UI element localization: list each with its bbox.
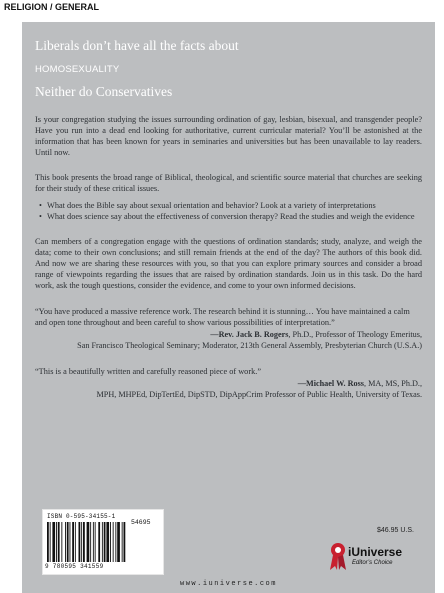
barcode-bar xyxy=(81,522,82,562)
invitation-paragraph: Can members of a congregation engage with the questions of ordination standards; study, analyze, and weigh the data; come to their own conclusions; and still remain friends at the end of the day? The authors of this book did. And now we are sharing these resources with you, so that you can explore primary sources and consider a broad range of viewpoints regarding the issues that are raised by ordination standards. Join us in this task. Do the hard work, ask the tough questions, consider the evidence, and come to your own informed decisions. xyxy=(35,237,422,290)
barcode-bar xyxy=(50,522,51,562)
barcode-bar xyxy=(47,522,49,562)
barcode-bar xyxy=(87,522,90,562)
barcode-bar xyxy=(72,522,74,562)
ribbon-icon xyxy=(328,541,348,571)
barcode-bar xyxy=(122,522,123,562)
endorser-name: —Rev. Jack B. Rogers xyxy=(210,330,289,339)
endorsement-quote: “This is a beautifully written and carefully reasoned piece of work.” xyxy=(35,367,262,376)
barcode-price-code: 54695 xyxy=(131,519,151,526)
headline-topic: HOMOSEXUALITY xyxy=(35,64,120,75)
endorsement-attribution xyxy=(35,329,422,351)
endorser-affiliation: MPH, MHPEd, DipTertEd, DipSTD, DipAppCrim Professor of Public Health, University of Texas. xyxy=(96,390,422,399)
barcode-bar xyxy=(75,522,76,562)
price-label: $46.95 U.S. xyxy=(377,527,414,534)
barcode-bar xyxy=(113,522,114,562)
description-paragraph: This book presents the broad range of Biblical, theological, and scientific source material that churches are seeking for their study of these critical issues. xyxy=(35,173,422,193)
barcode-bar xyxy=(95,522,96,562)
barcode-digits: 9 780595 341559 xyxy=(45,563,104,570)
barcode-bars xyxy=(47,522,159,562)
barcode-bar xyxy=(65,522,66,562)
isbn-barcode xyxy=(42,509,164,575)
barcode-bar xyxy=(70,522,71,562)
barcode-bar xyxy=(90,522,91,562)
barcode-bar xyxy=(56,522,57,562)
barcode-bar xyxy=(98,522,100,562)
barcode-bar xyxy=(83,522,85,562)
barcode-bar xyxy=(106,522,109,562)
barcode-bar xyxy=(104,522,106,562)
barcode-bar xyxy=(117,522,120,562)
publisher-tagline: Editor’s Choice xyxy=(352,560,393,566)
feature-list xyxy=(35,200,422,222)
intro-paragraph: Is your congregation studying the issues surrounding ordination of gay, lesbian, bisexual, and transgender people? Have you run into a dead end looking for authoritative, current curricular material? You’ll be astonished at the information that has been known for years in seminaries and universities but has been unavailable to lay readers. Until now. xyxy=(35,115,422,157)
barcode-bar xyxy=(115,522,116,562)
barcode-bar xyxy=(79,522,81,562)
publisher-url: www.iuniverse.com xyxy=(180,580,277,588)
barcode-bar xyxy=(67,522,69,562)
endorsement-attribution xyxy=(35,378,422,400)
cover-content xyxy=(35,34,422,400)
barcode-bar xyxy=(102,522,103,562)
publisher-logo xyxy=(328,541,418,575)
feature-item: • What does science say about the effectiveness of conversion therapy? Read the studies and weigh the evidence xyxy=(47,211,422,222)
endorser-affiliation: San Francisco Theological Seminary; Moderator, 213th General Assembly, Presbyterian Church (U.S.A.) xyxy=(77,341,422,350)
barcode-bar xyxy=(61,522,62,562)
endorser-name: —Michael W. Ross xyxy=(297,379,364,388)
barcode-bar xyxy=(52,522,55,562)
endorsement-quote: “You have produced a massive reference work. The research behind it is stunning… You have maintained a calm and open tone throughout and been careful to show various possibilities of interpretation.” xyxy=(35,307,410,327)
endorser-credentials: , MA, MS, Ph.D., xyxy=(363,379,422,388)
category-label: RELIGION / GENERAL xyxy=(4,2,100,12)
cover-panel xyxy=(22,22,435,593)
barcode-bar xyxy=(124,522,126,562)
barcode-bar xyxy=(93,522,94,562)
isbn-number: ISBN 0-595-34155-1 xyxy=(47,513,116,520)
barcode-bar xyxy=(110,522,111,562)
headline-secondary: Neither do Conservatives xyxy=(35,84,173,99)
feature-item: • What does the Bible say about sexual orientation and behavior? Look at a variety of interpretations xyxy=(47,200,422,211)
headline-primary: Liberals don’t have all the facts about xyxy=(35,38,239,53)
publisher-name: iUniverse xyxy=(348,545,403,559)
endorser-credentials: , Ph.D., Professor of Theology Emeritus, xyxy=(288,330,422,339)
barcode-bar xyxy=(58,522,60,562)
